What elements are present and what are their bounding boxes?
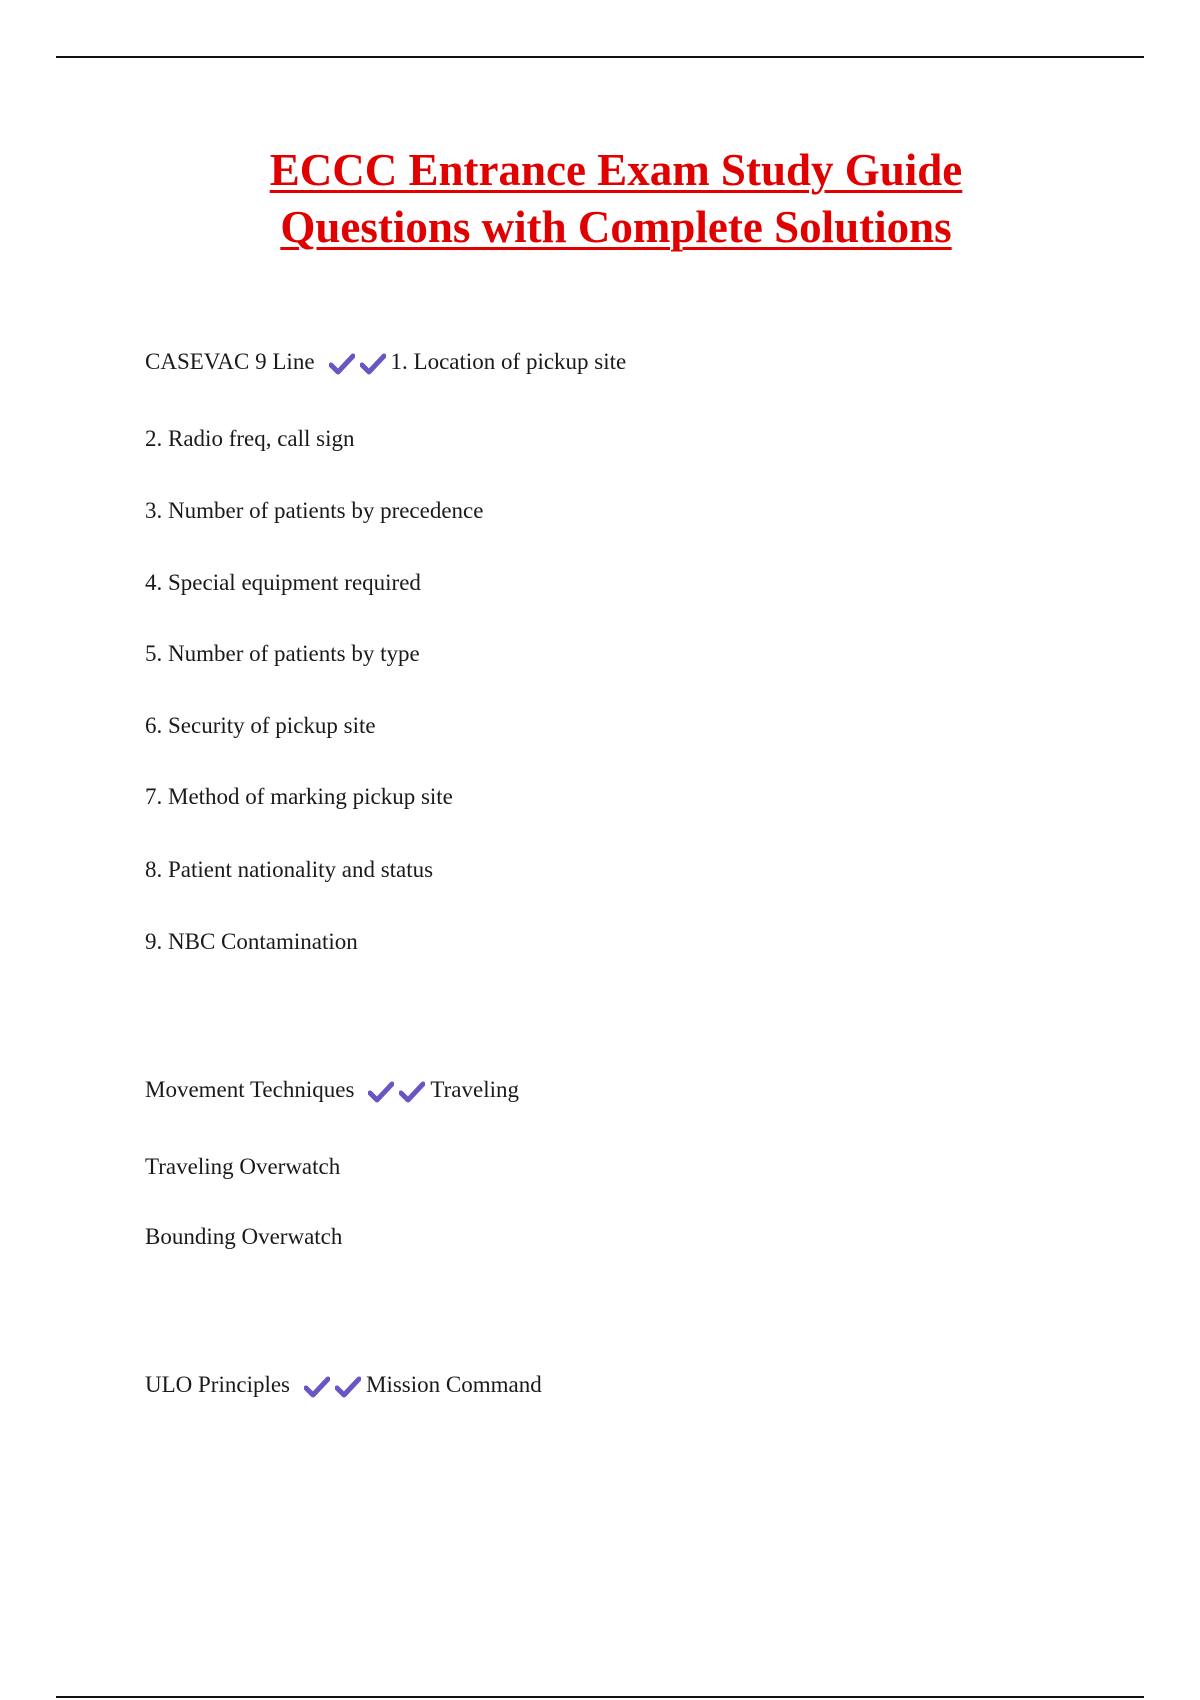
document-title: [0, 142, 1200, 256]
answer-line: Mission Command: [366, 1372, 542, 1397]
title-line-1: ECCC Entrance Exam Study Guide: [269, 145, 963, 195]
bottom-rule: [56, 1696, 1144, 1698]
check-icon: [399, 1081, 425, 1103]
check-icon: [368, 1081, 394, 1103]
answer-line: 9. NBC Contamination: [145, 929, 358, 954]
answer-line: 6. Security of pickup site: [145, 713, 376, 738]
answer-line: 2. Radio freq, call sign: [145, 426, 355, 451]
term-movement-techniques: Movement Techniques: [145, 1077, 355, 1102]
check-icon: [304, 1376, 330, 1398]
entry-casevac-question: [145, 348, 626, 376]
entry-movement-question: [145, 1076, 519, 1104]
check-icon: [360, 353, 386, 375]
answer-checks: [368, 1076, 430, 1104]
check-icon: [335, 1376, 361, 1398]
answer-line: Bounding Overwatch: [145, 1224, 343, 1249]
answer-line: 4. Special equipment required: [145, 570, 421, 595]
top-rule: [56, 56, 1144, 58]
term-ulo-principles: ULO Principles: [145, 1372, 291, 1397]
answer-line: 3. Number of patients by precedence: [145, 498, 484, 523]
check-icon: [329, 353, 355, 375]
entry-ulo-question: [145, 1371, 542, 1399]
answer-line: 7. Method of marking pickup site: [145, 784, 453, 809]
answer-line: 8. Patient nationality and status: [145, 857, 434, 882]
answer-line: Traveling Overwatch: [145, 1154, 341, 1179]
answer-line: 1. Location of pickup site: [390, 349, 627, 374]
title-line-2: Questions with Complete Solutions: [280, 202, 952, 252]
term-casevac: CASEVAC 9 Line: [145, 349, 315, 374]
answer-checks: [304, 1371, 366, 1399]
answer-line: Traveling: [430, 1077, 520, 1102]
answer-checks: [329, 348, 391, 376]
answer-line: 5. Number of patients by type: [145, 641, 420, 666]
